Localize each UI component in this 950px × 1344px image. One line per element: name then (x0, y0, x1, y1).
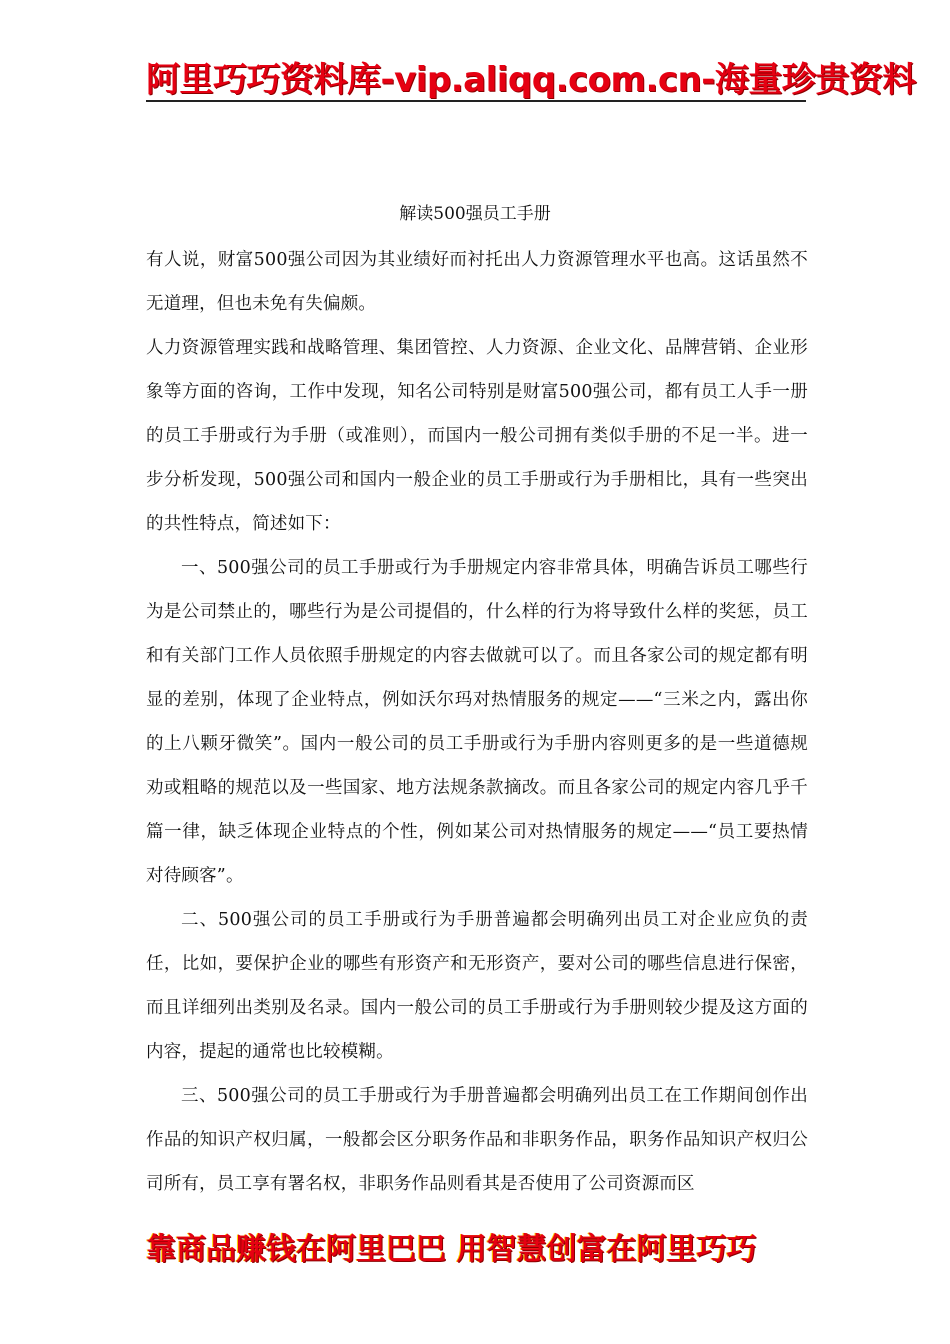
paragraph-point-two: 二、500强公司的员工手册或行为手册普遍都会明确列出员工对企业应负的责任，比如，要保护企业的哪些有形资产和无形资产，要对公司的哪些信息进行保密，而且详细列出类别及名录。国内一般公司的员工手册或行为手册则较少提及这方面的内容，提起的通常也比较模糊。 (146, 910, 808, 1062)
bottom-banner: 靠商品赚钱在阿里巴巴 用智慧创富在阿里巧巧 (146, 1232, 757, 1267)
paragraph-point-one: 一、500强公司的员工手册或行为手册规定内容非常具体，明确告诉员工哪些行为是公司禁止的，哪些行为是公司提倡的，什么样的行为将导致什么样的奖惩，员工和有关部门工作人员依照手册规定的内容去做就可以了。而且各家公司的规定都有明显的差别，体现了企业特点，例如沃尔玛对热情服务的规定——“三米之内，露出你的上八颗牙微笑”。国内一般公司的员工手册或行为手册内容则更多的是一些道德规劝或粗略的规范以及一些国家、地方法规条款摘改。而且各家公司的规定内容几乎千篇一律，缺乏体现企业特点的个性，例如某公司对热情服务的规定——“员工要热情对待顾客”。 (146, 558, 808, 886)
banner-underline (146, 100, 806, 102)
top-banner: 阿里巧巧资料库-vip.aliqq.com.cn-海量珍贵资料 (146, 60, 916, 100)
document-body (146, 238, 808, 1206)
paragraph-point-three: 三、500强公司的员工手册或行为手册普遍都会明确列出员工在工作期间创作出作品的知识产权归属，一般都会区分职务作品和非职务作品，职务作品知识产权归公司所有，员工享有署名权，非职务作品则看其是否使用了公司资源而区 (146, 1086, 808, 1194)
document-title: 解读500强员工手册 (399, 204, 551, 224)
paragraph-background: 人力资源管理实践和战略管理、集团管控、人力资源、企业文化、品牌营销、企业形象等方面的咨询，工作中发现，知名公司特别是财富500强公司，都有员工人手一册的员工手册或行为手册（或准则），而国内一般公司拥有类似手册的不足一半。进一步分析发现，500强公司和国内一般企业的员工手册或行为手册相比，具有一些突出的共性特点，简述如下： (146, 338, 808, 534)
paragraph-intro: 有人说，财富500强公司因为其业绩好而衬托出人力资源管理水平也高。这话虽然不无道理，但也未免有失偏颇。 (146, 250, 808, 314)
